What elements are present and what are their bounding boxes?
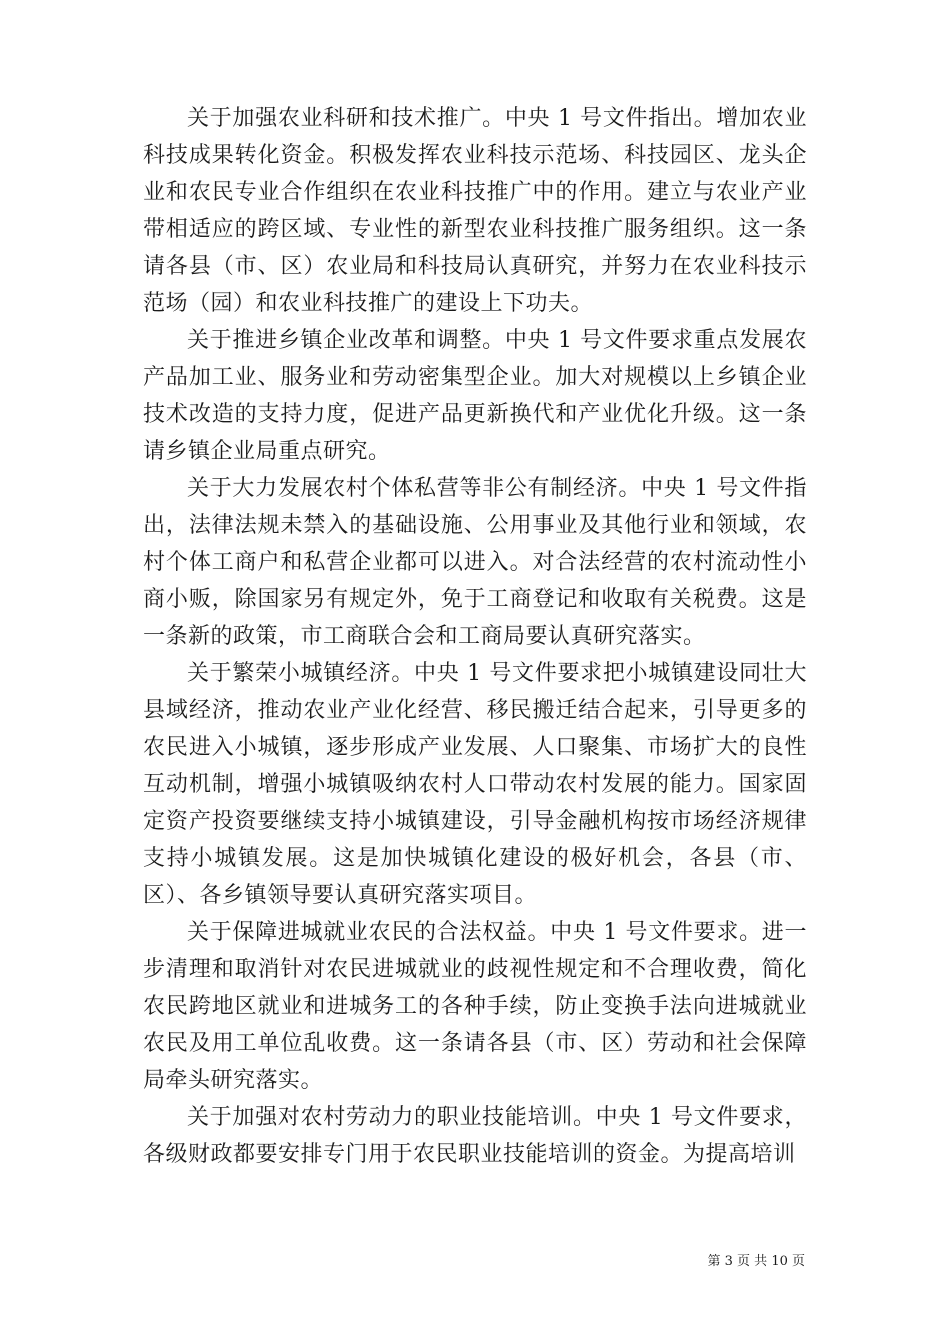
paragraph-migrant-rights: 关于保障进城就业农民的合法权益。中央 1 号文件要求。进一步清理和取消针对农民进城就业的歧视性规定和不合理收费，简化农民跨地区就业和进城务工的各种手续，防止变换手法向进城就业农民及用工单位乱收费。这一条请各县（市、区）劳动和社会保障局牵头研究落实。 xyxy=(143,920,807,1093)
paragraph-agri-research: 关于加强农业科研和技术推广。中央 1 号文件指出。增加农业科技成果转化资金。积极发挥农业科技示范场、科技园区、龙头企业和农民专业合作组织在农业科技推广中的作用。建立与农业产业带相适应的跨区域、专业性的新型农业科技推广服务组织。这一条请各县（市、区）农业局和科技局认真研究，并努力在农业科技示范场（园）和农业科技推广的建设上下功夫。 xyxy=(143,106,807,316)
paragraph-township-enterprise: 关于推进乡镇企业改革和调整。中央 1 号文件要求重点发展农产品加工业、服务业和劳动密集型企业。加大对规模以上乡镇企业技术改造的支持力度，促进产品更新换代和产业优化升级。这一条请乡镇企业局重点研究。 xyxy=(143,328,807,464)
paragraph-small-towns: 关于繁荣小城镇经济。中央 1 号文件要求把小城镇建设同壮大县域经济，推动农业产业化经营、移民搬迁结合起来，引导更多的农民进入小城镇，逐步形成产业发展、人口聚集、市场扩大的良性互动机制，增强小城镇吸纳农村人口带动农村发展的能力。国家固定资产投资要继续支持小城镇建设，引导金融机构按市场经济规律支持小城镇发展。这是加快城镇化建设的极好机会，各县（市、区）、各乡镇领导要认真研究落实项目。 xyxy=(143,661,807,908)
paragraph-vocational-training: 关于加强对农村劳动力的职业技能培训。中央 1 号文件要求，各级财政都要安排专门用于农民职业技能培训的资金。为提高培训 xyxy=(143,1105,807,1167)
paragraph-private-economy: 关于大力发展农村个体私营等非公有制经济。中央 1 号文件指出，法律法规未禁入的基础设施、公用事业及其他行业和领域，农村个体工商户和私营企业都可以进入。对合法经营的农村流动性小商小贩，除国家另有规定外，免于工商登记和收取有关税费。这是一条新的政策，市工商联合会和工商局要认真研究落实。 xyxy=(143,476,807,649)
document-body xyxy=(143,100,807,1173)
page-number-footer: 第 3 页 共 10 页 xyxy=(707,1254,805,1269)
